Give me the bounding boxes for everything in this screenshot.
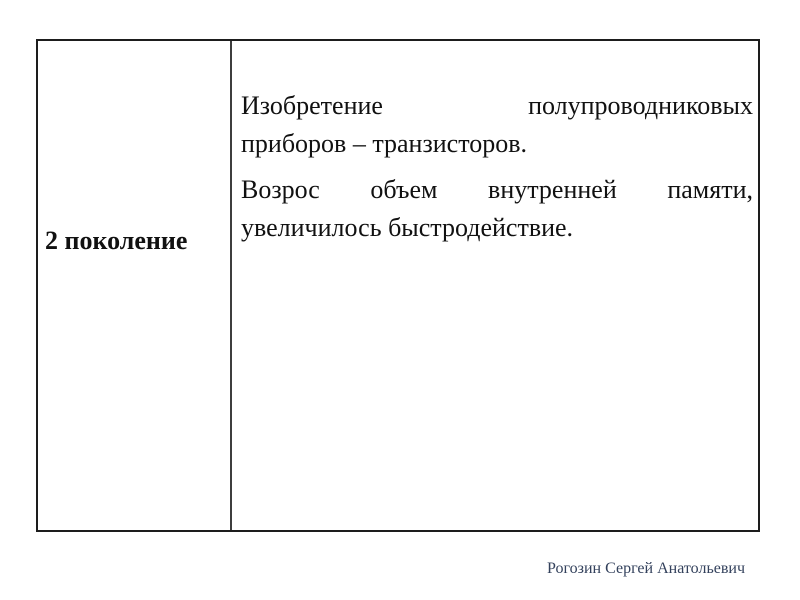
author-credit: Рогозин Сергей Анатольевич <box>546 560 745 577</box>
table-cell-description <box>232 41 758 530</box>
paragraph-invention <box>241 87 753 163</box>
paragraph-memory-line-1: Возрос объем внутренней памяти, <box>241 175 753 204</box>
paragraph-memory-line-2: увеличилось быстродействие. <box>241 213 574 242</box>
generations-table <box>36 39 760 532</box>
paragraph-invention-line-1: Изобретение полупроводниковых <box>241 91 753 120</box>
generation-label: 2 поколение <box>45 226 188 255</box>
paragraph-memory <box>241 171 753 247</box>
table-cell-generation <box>38 41 232 530</box>
paragraph-invention-line-2: приборов – транзисторов. <box>241 129 527 158</box>
